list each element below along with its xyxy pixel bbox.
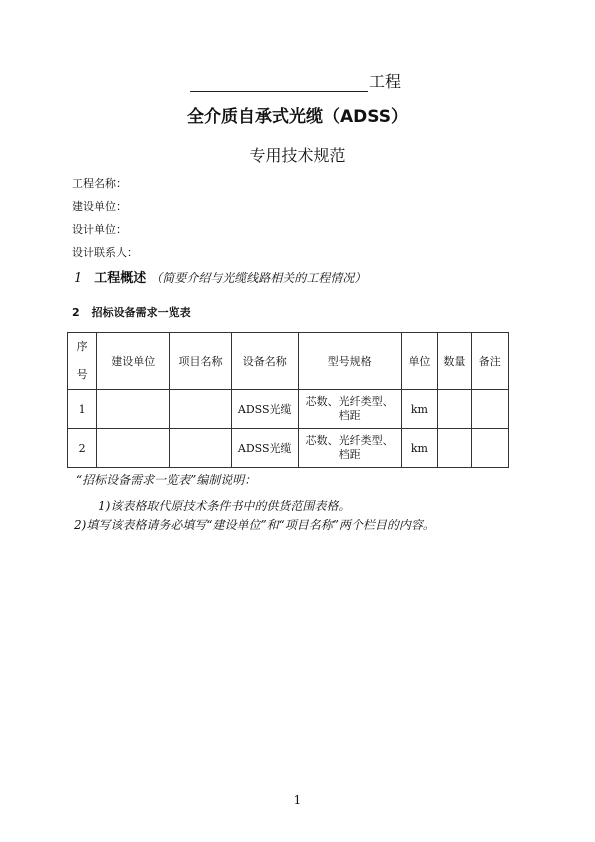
cell-project-name [170, 429, 232, 468]
header-model-spec: 型号规格 [298, 333, 401, 390]
field-construction-unit: 建设单位： [72, 200, 127, 213]
table-row [68, 429, 509, 468]
page-number: 1 [293, 793, 302, 807]
field-project-name: 工程名称： [72, 177, 127, 190]
cell-construction-unit [97, 390, 170, 429]
section-1-title: 工程概述 [94, 271, 147, 286]
cell-seq: 1 [68, 390, 97, 429]
cell-unit: km [401, 429, 437, 468]
cell-remarks [471, 429, 508, 468]
note-item-1: 1)该表格取代原技术条件书中的供货范围表格。 [98, 499, 351, 513]
equipment-requirements-table [67, 332, 509, 468]
section-1-number: 1 [74, 271, 83, 286]
field-design-unit: 设计单位： [72, 223, 127, 236]
cell-equipment-name: ADSS光缆 [231, 390, 298, 429]
cell-project-name [170, 390, 232, 429]
header-equipment-name: 设备名称 [231, 333, 298, 390]
note-item-2: 2)填写该表格请务必填写“建设单位”和“项目名称”两个栏目的内容。 [74, 518, 435, 532]
field-design-contact: 设计联系人： [72, 246, 138, 259]
cell-model-spec: 芯数、光纤类型、档距 [298, 429, 401, 468]
project-suffix: 工程 [369, 72, 402, 91]
document-subtitle: 专用技术规范 [249, 146, 346, 165]
notes-title: “招标设备需求一览表”编制说明： [76, 473, 257, 487]
header-seq: 序 号 [68, 333, 97, 390]
cell-model-spec: 芯数、光纤类型、档距 [298, 390, 401, 429]
section-2-number: 2 [72, 306, 80, 319]
header-remarks: 备注 [471, 333, 508, 390]
table-header-row [68, 333, 509, 390]
header-quantity: 数量 [438, 333, 471, 390]
cell-unit: km [401, 390, 437, 429]
section-2-title: 招标设备需求一览表 [91, 306, 191, 319]
section-2-heading [72, 306, 191, 320]
section-1-heading [74, 269, 366, 288]
cell-equipment-name: ADSS光缆 [231, 429, 298, 468]
document-title: 全介质自承式光缆（ADSS） [187, 107, 408, 127]
cell-quantity [438, 390, 471, 429]
header-unit: 单位 [401, 333, 437, 390]
cell-remarks [471, 390, 508, 429]
cell-seq: 2 [68, 429, 97, 468]
header-project-name: 项目名称 [170, 333, 232, 390]
table-row [68, 390, 509, 429]
section-1-note: （简要介绍与光缆线路相关的工程情况） [150, 271, 367, 285]
project-name-blank-line [190, 73, 368, 92]
header-construction-unit: 建设单位 [97, 333, 170, 390]
cell-construction-unit [97, 429, 170, 468]
cell-quantity [438, 429, 471, 468]
